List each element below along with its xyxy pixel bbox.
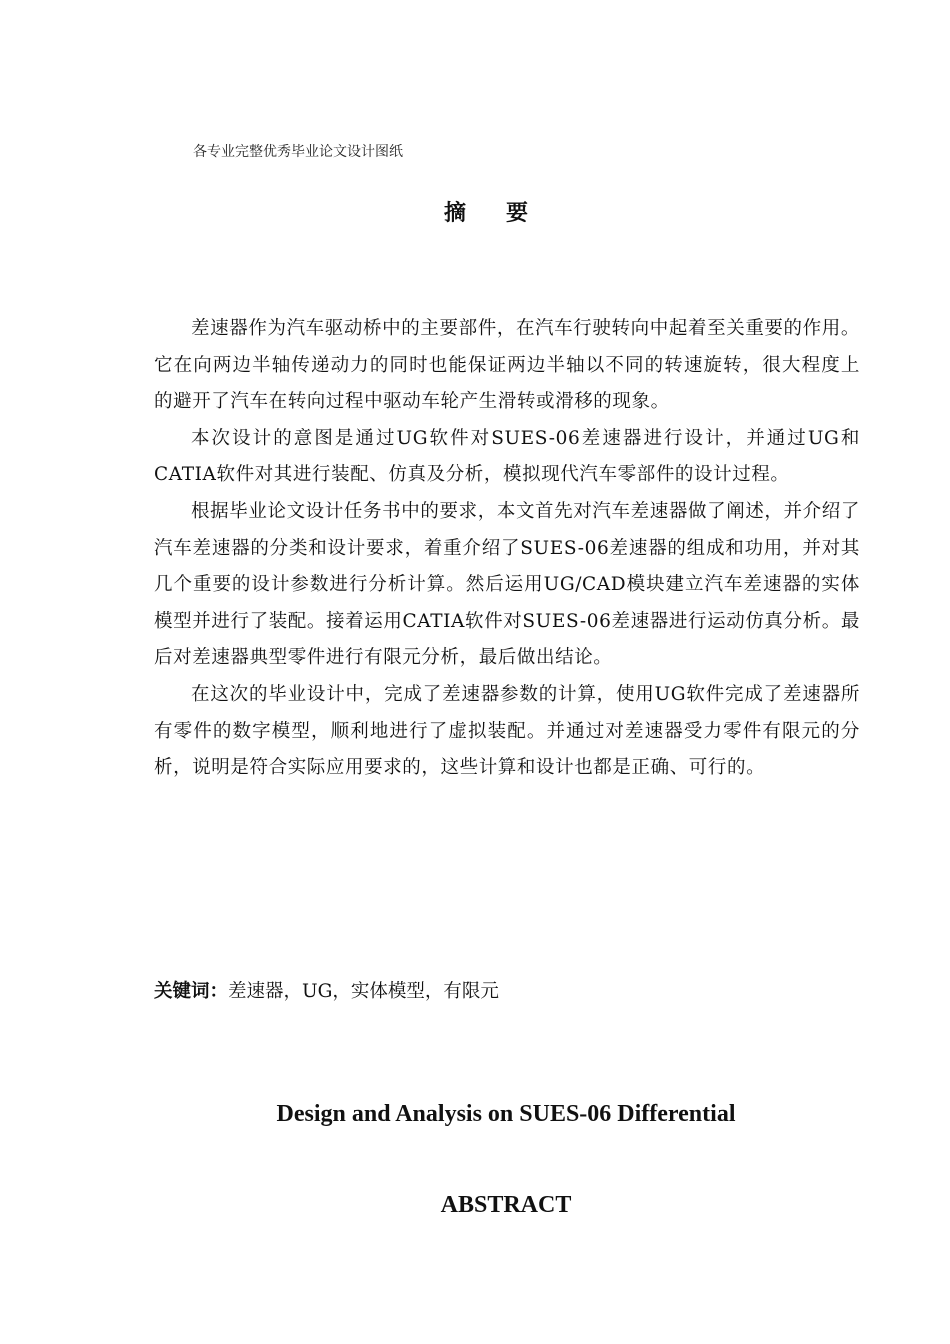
keywords-value: 差速器，UG，实体模型，有限元	[228, 981, 499, 1002]
abstract-paragraph: 本次设计的意图是通过UG软件对SUES-06差速器进行设计，并通过UG和CATIA软件对其进行装配、仿真及分析，模拟现代汽车零部件的设计过程。	[154, 427, 860, 486]
keywords-label: 关键词：	[154, 981, 229, 1002]
english-title: Design and Analysis on SUES-06 Differential	[276, 1101, 736, 1127]
abstract-title-cn: 摘要	[443, 201, 568, 226]
english-abstract-heading: ABSTRACT	[440, 1192, 572, 1218]
abstract-paragraph: 根据毕业论文设计任务书中的要求，本文首先对汽车差速器做了阐述，并介绍了汽车差速器的分类和设计要求，着重介绍了SUES-06差速器的组成和功用，并对其几个重要的设计参数进行分析计算。然后运用UG/CAD模块建立汽车差速器的实体模型并进行了装配。接着运用CATIA软件对SUES-06差速器进行运动仿真分析。最后对差速器典型零件进行有限元分析，最后做出结论。	[154, 500, 860, 669]
keywords-line	[154, 976, 499, 1008]
abstract-body-cn	[154, 311, 860, 787]
abstract-paragraph: 在这次的毕业设计中，完成了差速器参数的计算，使用UG软件完成了差速器所有零件的数字模型，顺利地进行了虚拟装配。并通过对差速器受力零件有限元的分析，说明是符合实际应用要求的，这些计算和设计也都是正确、可行的。	[154, 683, 860, 779]
abstract-paragraph: 差速器作为汽车驱动桥中的主要部件，在汽车行驶转向中起着至关重要的作用。它在向两边半轴传递动力的同时也能保证两边半轴以不同的转速旋转，很大程度上的避开了汽车在转向过程中驱动车轮产生滑转或滑移的现象。	[154, 318, 860, 413]
header-note: 各专业完整优秀毕业论文设计图纸	[193, 144, 403, 160]
